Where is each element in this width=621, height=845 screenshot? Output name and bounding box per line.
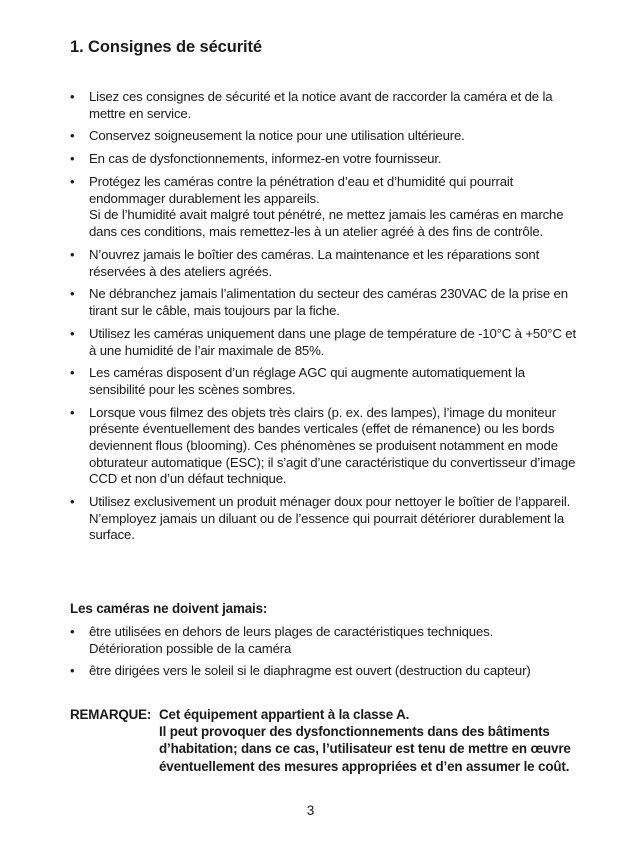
- list-item: [70, 151, 580, 168]
- list-item-text: Utilisez exclusivement un produit ménager doux pour nettoyer le boîtier de l’appareil.: [89, 494, 571, 510]
- list-item: [70, 174, 580, 240]
- bullet-icon: •: [70, 89, 75, 104]
- list-item-text: N’ouvrez jamais le boîtier des caméras. La maintenance et les réparations sont réservées à des ateliers agréés.: [89, 246, 540, 279]
- list-item: [70, 365, 580, 398]
- list-item-text: En cas de dysfonctionnements, informez-en votre fournisseur.: [89, 151, 442, 167]
- list-item-text: Utilisez les caméras uniquement dans une plage de température de -10°C à +50°C et à une humidité de l’air maximale de 85%.: [89, 325, 576, 358]
- list-item: [70, 286, 580, 319]
- list-item-text: Lisez ces consignes de sécurité et la notice avant de raccorder la caméra et de la mettre en service.: [89, 89, 553, 121]
- list-item: [70, 494, 580, 544]
- bullet-icon: •: [70, 286, 75, 302]
- list-item-text: Protégez les caméras contre la pénétration d’eau et d’humidité qui pourrait endommager durablement les appareils.: [89, 174, 514, 206]
- list-item-text: Les caméras disposent d’un réglage AGC qui augmente automatiquement la sensibilité pour les scènes sombres.: [89, 365, 525, 397]
- remark-text: Cet équipement appartient à la classe A.: [159, 707, 410, 722]
- bullet-icon: •: [70, 624, 75, 639]
- list-item: [70, 89, 580, 122]
- bullet-icon: •: [70, 128, 75, 144]
- bullet-icon: •: [70, 325, 75, 341]
- page-number: 3: [306, 803, 315, 818]
- remark-body: [159, 706, 590, 775]
- bullet-icon: •: [70, 404, 75, 420]
- list-item-text: Lorsque vous filmez des objets très clairs (p. ex. des lampes), l’image du moniteur présente éventuellement des bandes verticales (effet de rémanence) ou les bords deviennent flous (blooming). Ces phénomènes se produisent notamment en mode obturateur automatique (ESC); il s’agit d’une caractéristique du convertisseur d’image CCD et non d’un défaut technique.: [89, 404, 576, 487]
- section-title: 1. Consignes de sécurité: [70, 38, 262, 56]
- list-item: [70, 128, 580, 145]
- remark-label: REMARQUE:: [70, 707, 152, 722]
- bullet-icon: •: [70, 663, 75, 679]
- list-item-text: être dirigées vers le soleil si le diaphragme est ouvert (destruction du capteur): [89, 663, 531, 679]
- list-item-text: Détérioration possible de la caméra: [89, 640, 292, 656]
- remark-block: [70, 706, 590, 775]
- list-item: [70, 405, 580, 488]
- list-item: [70, 326, 580, 359]
- list-item-text: N’employez jamais un diluant ou de l’essence qui pourrait détériorer durablement la surface.: [89, 510, 565, 543]
- remark-text: Il peut provoquer des dysfonctionnements dans des bâtiments d’habitation; dans ce cas, l’utilisateur est tenu de mettre en œuvre éventuellement des mesures appropriées et d’en assumer le coût.: [159, 724, 571, 774]
- bullet-icon: •: [70, 494, 75, 510]
- list-item-text: Ne débranchez jamais l’alimentation du secteur des caméras 230VAC de la prise en tirant sur le câble, mais toujours par la fiche.: [89, 286, 568, 319]
- bullet-icon: •: [70, 246, 75, 262]
- safety-instructions-list: [70, 89, 580, 550]
- list-item-text: Si de l’humidité avait malgré tout pénétré, ne mettez jamais les caméras en marche dans ces conditions, mais remettez-les à un atelier agréé à des fins de contrôle.: [89, 207, 564, 240]
- never-list: [70, 624, 580, 686]
- list-item: [70, 247, 580, 280]
- list-item-text: Conservez soigneusement la notice pour une utilisation ultérieure.: [89, 128, 465, 144]
- list-item: [70, 624, 580, 657]
- bullet-icon: •: [70, 151, 75, 167]
- never-heading: Les caméras ne doivent jamais:: [70, 601, 268, 616]
- bullet-icon: •: [70, 174, 75, 190]
- list-item-text: être utilisées en dehors de leurs plages de caractéristiques techniques.: [89, 624, 494, 639]
- bullet-icon: •: [70, 365, 75, 381]
- list-item: [70, 663, 580, 680]
